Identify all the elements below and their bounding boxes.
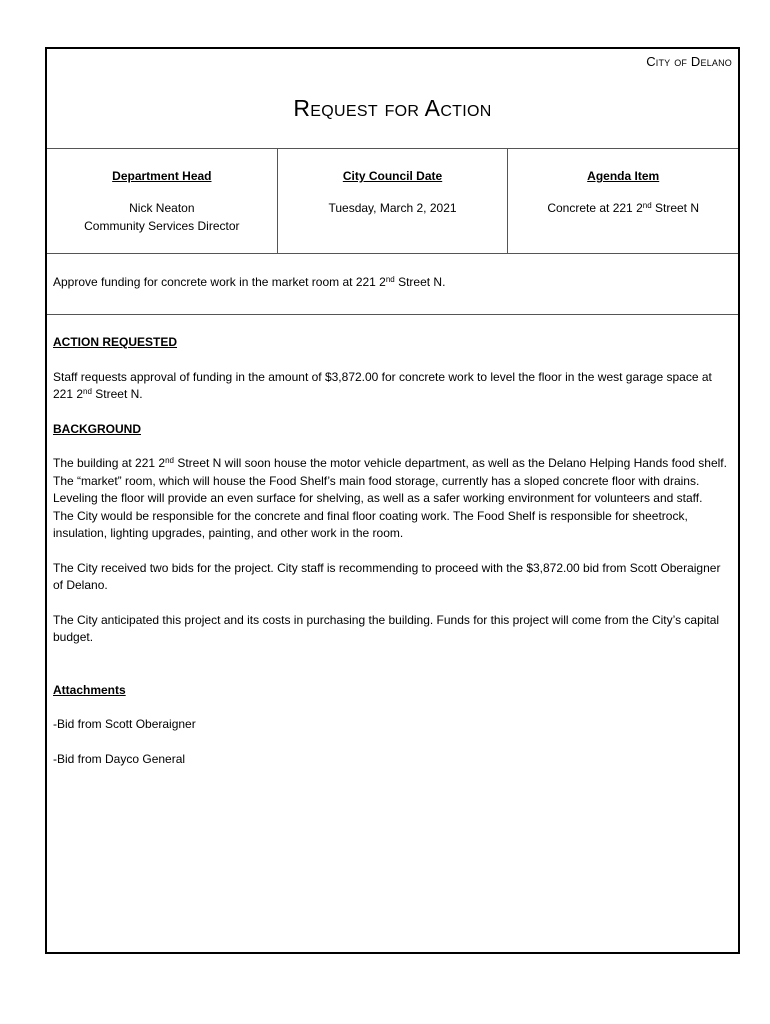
agenda-item-text: Concrete at 221 2 xyxy=(547,201,643,215)
summary-text: Approve funding for concrete work in the market room at 221 2 xyxy=(53,275,386,289)
department-head-cell xyxy=(47,149,277,253)
background-heading: BACKGROUND xyxy=(53,421,141,436)
background-text-end: Street N will soon house the motor vehicle department, as well as the Delano Helping Hands food shelf. xyxy=(174,456,727,470)
background-paragraph-5: The City anticipated this project and its costs in purchasing the building. Funds for this project will come from the City’s capital budget. xyxy=(53,612,720,644)
council-date-cell xyxy=(277,149,508,253)
action-requested-text xyxy=(53,369,730,404)
info-bar xyxy=(47,149,738,254)
background-paragraph-1 xyxy=(53,455,730,473)
department-head-name: Nick Neaton xyxy=(129,201,195,215)
document-header xyxy=(47,49,738,149)
department-head-role: Community Services Director xyxy=(84,219,240,233)
ordinal-suffix: nd xyxy=(83,387,92,396)
agenda-item-cell xyxy=(507,149,738,253)
background-text: The building at 221 2 xyxy=(53,456,166,470)
action-requested-heading: ACTION REQUESTED xyxy=(53,335,178,349)
council-date-value: Tuesday, March 2, 2021 xyxy=(328,201,457,215)
attachment-item-1: -Bid from Scott Oberaigner xyxy=(53,717,196,731)
attachments-heading: Attachments xyxy=(53,682,126,697)
city-name: City of Delano xyxy=(646,54,732,69)
document-body xyxy=(47,315,738,952)
agenda-item-text-end: Street N xyxy=(651,201,700,215)
action-text: Staff requests approval of funding in the amount of $3,872.00 for concrete work to level the floor in the west garage space at 221 2 xyxy=(53,369,712,401)
document-title: Request for Action xyxy=(293,95,492,121)
agenda-item-label: Agenda Item xyxy=(587,169,660,183)
agenda-item-value xyxy=(508,199,738,217)
background-paragraph-2: The “market” room, which will house the Food Shelf’s main food storage, currently has a sloped concrete floor with drains. Leveling the floor will provide an even surface for shelving, as well as a safer working environment for volunteers and staff. xyxy=(53,473,703,505)
ordinal-suffix: nd xyxy=(385,275,395,284)
document-frame xyxy=(45,47,740,954)
background-paragraph-3: The City would be responsible for the concrete and final floor coating work. The Food Shelf is responsible for sheetrock, insulation, lighting upgrades, painting, and other work in the room. xyxy=(53,508,688,540)
ordinal-suffix: nd xyxy=(165,456,174,465)
attachment-item-2: -Bid from Dayco General xyxy=(53,751,186,766)
summary-row xyxy=(47,254,738,315)
council-date-label: City Council Date xyxy=(342,169,443,183)
action-text-end: Street N. xyxy=(91,387,143,401)
ordinal-suffix: nd xyxy=(642,201,652,210)
background-paragraph-4: The City received two bids for the project. City staff is recommending to proceed with the $3,872.00 bid from Scott Oberaigner of Delano. xyxy=(53,560,721,592)
summary-text-end: Street N. xyxy=(394,275,446,289)
department-head-label: Department Head xyxy=(112,169,212,183)
